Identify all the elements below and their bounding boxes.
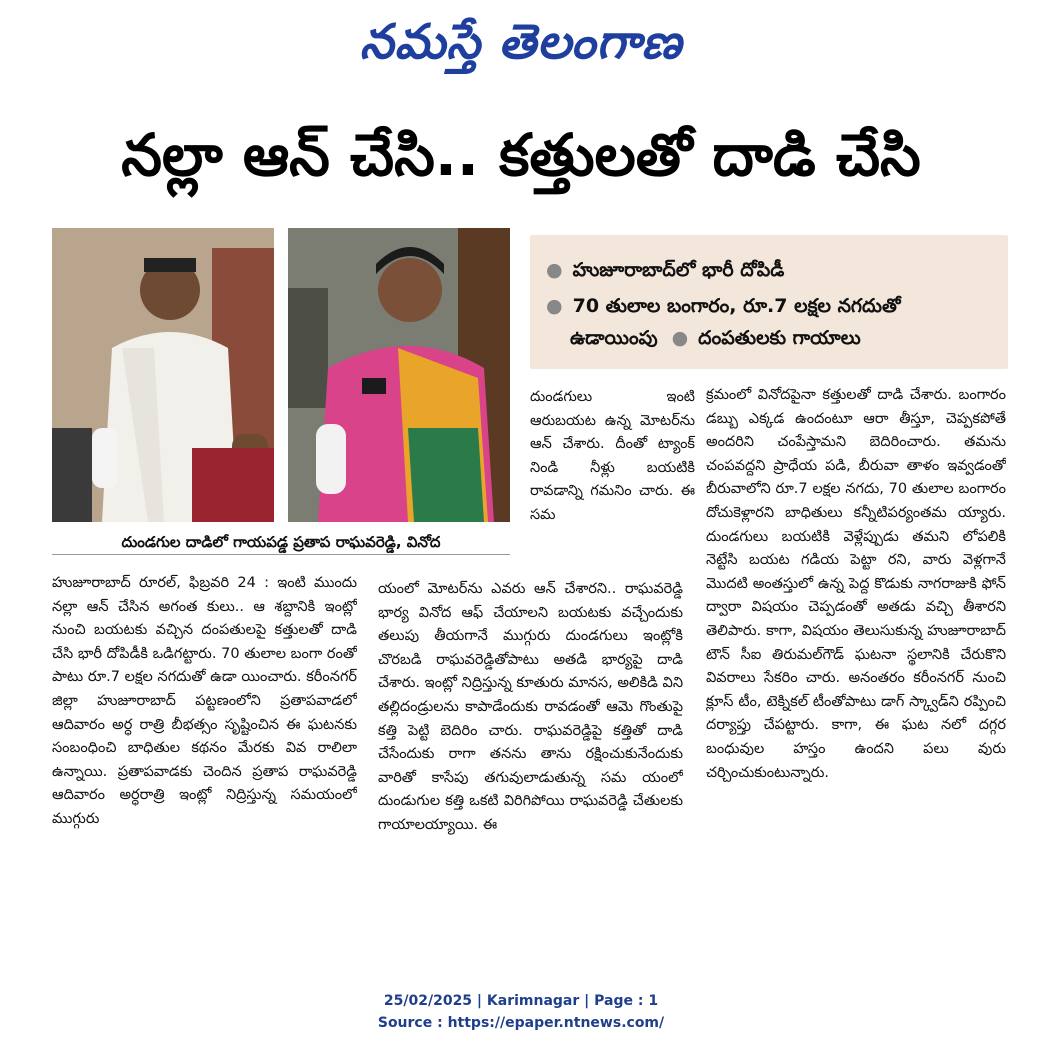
article-paragraph: యంలో మోటర్‌ను ఎవరు ఆన్ చేశారని.. రాఘవరెడ్డి భార్య వినోద ఆఫ్ చేయాలని బయటకు వచ్చేందుకు తలుపు తీయగానే ముగ్గురు దుండగులు ఇంట్లోకి చొరబడి రాఘవరెడ్డితోపాటు అతడి భార్యపై దాడి చేశారు. ఇంట్లో నిద్రిస్తున్న కూతురు మానస, అలికిడి విని తల్లిదండ్రులను కాపాడేందుకు రావడంతో ఆమె గొంతుపై కత్తి పెట్టి బెదిరిం చారు. రాఘవరెడ్డిపై కత్తితో దాడి చేసేందుకు రాగా తనను తాను రక్షించుకునేందుకు వారితో కాసేపు తగువులాడుతున్న సమ యంలో దుండుగుల కత్తి ఒకటి విరిగిపోయి రాఘవరెడ్డి చేతులకు గాయాలయ్యాయి. ఈ: [378, 581, 683, 833]
masthead-logo: నమస్తే తెలంగాణ: [359, 14, 683, 70]
article-column-1: [52, 572, 357, 942]
highlight-text: ఉడాయింపు: [570, 327, 658, 349]
highlight-item: [570, 323, 998, 353]
highlight-text: దంపతులకు గాయాలు: [698, 327, 861, 349]
bullet-icon: ●: [546, 259, 563, 281]
article-column-2: [378, 578, 683, 942]
highlight-item: [546, 255, 998, 285]
woman-illustration: [288, 228, 510, 522]
highlight-text: హుజూరాబాద్‌లో భారీ దోపిడీ: [572, 259, 785, 281]
highlight-item: [546, 291, 998, 321]
bullet-icon: ●: [546, 295, 563, 317]
photo-man: [52, 228, 274, 522]
article-paragraph: హుజూరాబాద్ రూరల్, ఫిబ్రవరి 24 : ఇంటి ముందు నల్లా ఆన్ చేసిన అగంత కులు.. ఆ శబ్దానికి ఇంట్లో నుంచి బయటకు వచ్చిన దంపతులపై కత్తులతో దాడి చేసి భారీ దోపిడీకి ఒడిగట్టారు. 70 తులాల బంగా రంతో పాటు రూ.7 లక్షల నగదుతో ఉడా యించారు. కరీంనగర్ జిల్లా హుజూరాబాద్ పట్టణంలోని ప్రతాపవాడలో ఆదివారం అర్ధ రాత్రి బీభత్సం సృష్టించిన ఈ ఘటనకు సంబంధించి బాధితుల కథనం మేరకు వివ రాలిలా ఉన్నాయి. ప్రతాపవాడకు చెందిన ప్రతాప రాఘవరెడ్డి ఆదివారం అర్ధరాత్రి ఇంట్లో నిద్రిస్తున్న సమయంలో ముగ్గురు: [52, 575, 357, 827]
footer-source-link[interactable]: Source : https://epaper.ntnews.com/: [377, 1015, 665, 1031]
footer-date-edition: 25/02/2025 | Karimnagar | Page : 1: [383, 993, 659, 1009]
headline: నల్లా ఆన్ చేసి.. కత్తులతో దాడి చేసి: [121, 121, 921, 189]
article-column-2-top: [530, 386, 695, 576]
man-illustration: [52, 228, 274, 522]
bullet-icon: ●: [671, 327, 689, 349]
article-paragraph: దుండగులు ఇంటి ఆరుబయట ఉన్న మోటర్‌ను ఆన్ చేశారు. దీంతో ట్యాంక్ నిండి నీళ్లు బయటికి రావడాన్ని గమనిం చారు. ఈ సమ: [530, 389, 695, 523]
highlights-box: [530, 235, 1008, 369]
article-paragraph: క్రమంలో వినోదపైనా కత్తులతో దాడి చేశారు. బంగారం డబ్బు ఎక్కడ ఉందంటూ ఆరా తీస్తూ, చెప్పకపోతే అందరిని చంపేస్తామని బెదిరించారు. తమను చంపవద్దని ప్రాధేయ పడి, బీరువా తాళం ఇవ్వడంతో బీరువాలోని రూ.7 లక్షల నగదు, 70 తులాల బంగారం దోచుకెళ్లారని బాధితులు కన్నీటిపర్యంతమ య్యారు. దుండగులు బయటికి వెళ్లేప్పుడు తమని లోపలికి నెట్టేసి బయట గడియ పెట్టా రని, వారు వెళ్లగానే మొదటి అంతస్తులో ఉన్న పెద్ద కొడుకు నాగరాజుకి ఫోన్ ద్వారా విషయం చెప్పడంతో అతడు వచ్చి తీశారని తెలిపారు. కాగా, విషయం తెలుసుకున్న హుజూరాబాద్ టౌన్ సీఐ తిరుమల్‌గౌడ్ ఘటనా స్థలానికి చేరుకొని వివరాలు సేకరిం చారు. అనంతరం కరీంనగర్ నుంచి క్లూస్ టీం, టెక్నికల్ టీంతోపాటు డాగ్ స్క్వాడ్‌ని రప్పించి దర్యాప్తు చేపట్టారు. కాగా, ఈ ఘట నలో దగ్గర బంధువుల హస్తం ఉందని పలు వురు చర్చించుకుంటున్నారు.: [706, 387, 1006, 781]
photo-caption: దుండగుల దాడిలో గాయపడ్డ ప్రతాప రాఘవరెడ్డి, వినోద: [52, 530, 510, 555]
photo-woman: [288, 228, 510, 522]
highlight-text: 70 తులాల బంగారం, రూ.7 లక్షల నగదుతో: [572, 295, 901, 317]
article-column-3: [706, 384, 1006, 940]
